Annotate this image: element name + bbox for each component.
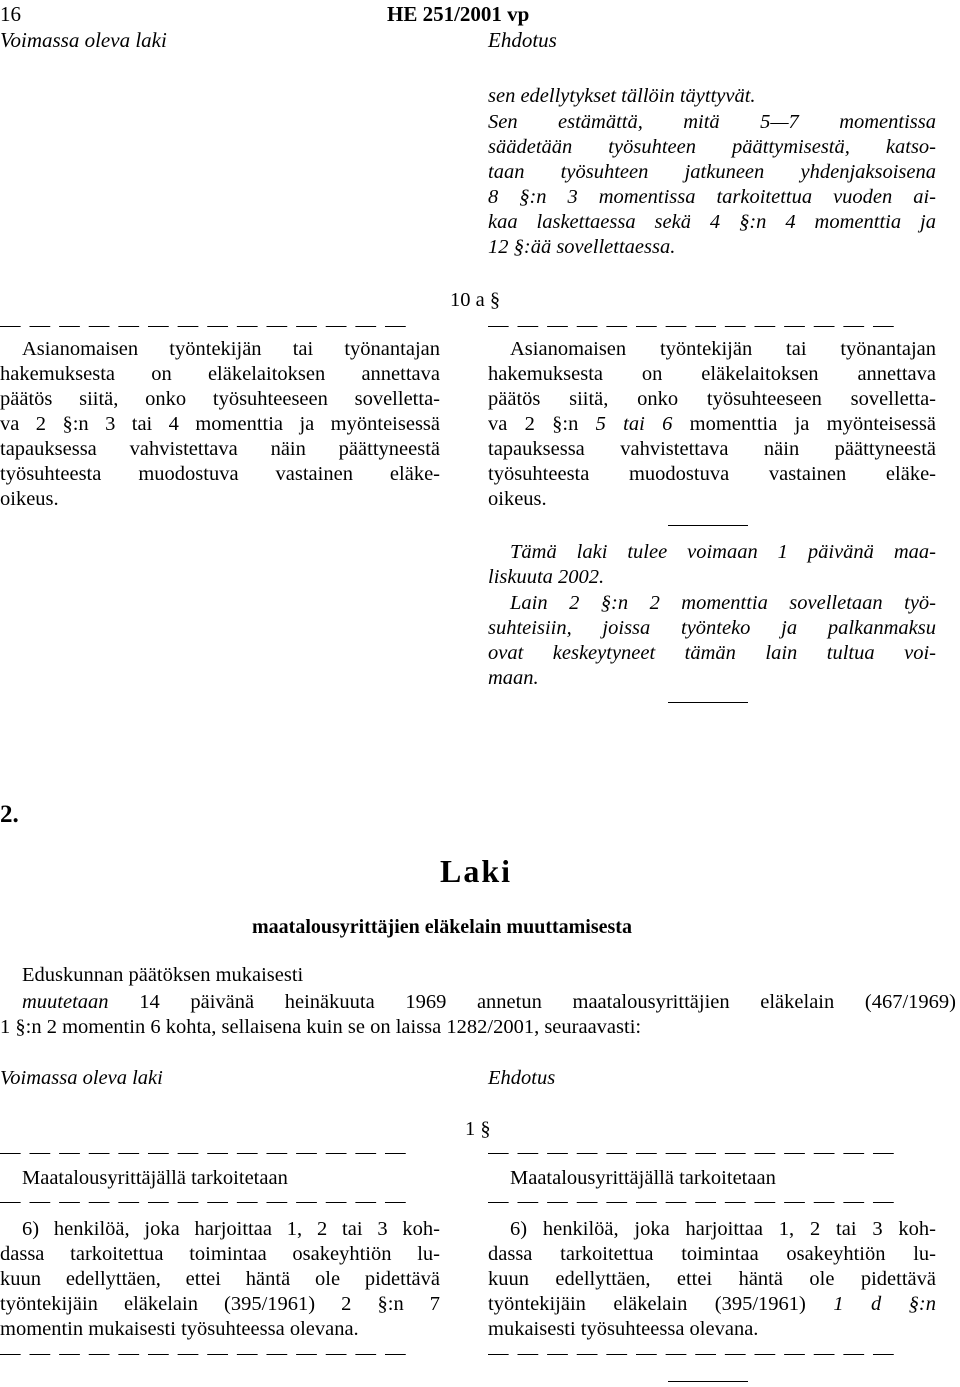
enacting-clause: Eduskunnan päätöksen mukaisesti: [22, 964, 304, 986]
omission-dashes-right: — — — — — — — — — — — — — —: [488, 314, 896, 336]
text-line: Asianomaisen työntekijän tai työnantajan: [22, 338, 440, 360]
law-title: Laki: [440, 853, 513, 889]
intro-right: Maatalousyrittäjällä tarkoitetaan: [510, 1167, 776, 1189]
text-line: Asianomaisen työntekijän tai työnantajan: [510, 338, 936, 360]
amendment-clause-line2: 1 §:n 2 momentin 6 kohta, sellaisena kuin se on laissa 1282/2001, seuraavasti:: [0, 1016, 642, 1038]
text-line: työntekijäin eläkelain (395/1961) 2 §:n 7: [0, 1293, 440, 1315]
text-line: mukaisesti työsuhteessa olevana.: [488, 1318, 759, 1340]
law-number: 2.: [0, 801, 19, 828]
text-line: päätös siitä, onko työsuhteeseen sovelletta-: [0, 388, 440, 410]
left-column-title-2: Voimassa oleva laki: [0, 1067, 163, 1089]
section-heading-1: 1 §: [465, 1118, 491, 1140]
omission-dashes-right: — — — — — — — — — — — — — —: [488, 1190, 896, 1212]
amended-reference: 5 tai 6: [595, 413, 673, 435]
amended-reference: 1 d §:n: [833, 1293, 937, 1315]
text-line: taan työsuhteen jatkuneen yhdenjaksoisena: [488, 161, 936, 183]
text-line: momentin mukaisesti työsuhteessa olevana.: [0, 1318, 359, 1340]
omission-dashes-right: — — — — — — — — — — — — — —: [488, 1141, 896, 1163]
page-number: 16: [0, 2, 21, 26]
document-id: HE 251/2001 vp: [387, 2, 530, 26]
text-line: Tämä laki tulee voimaan 1 päivänä maa-: [510, 541, 936, 563]
text-line: ovat keskeytyneet tämän lain tultua voi-: [488, 642, 936, 664]
text-line: Lain 2 §:n 2 momenttia sovelletaan työ-: [510, 592, 936, 614]
text-run: 14 päivänä heinäkuuta 1969 annetun maatalousyrittäjien eläkelain (467/1969): [108, 991, 956, 1013]
right-column-title-2: Ehdotus: [488, 1067, 556, 1089]
text-line: hakemuksesta on eläkelaitoksen annettava: [488, 363, 936, 385]
section-heading-10a: 10 a §: [450, 289, 501, 311]
omission-dashes-left: — — — — — — — — — — — — — —: [0, 1190, 408, 1212]
text-line: 6) henkilöä, joka harjoittaa 1, 2 tai 3 koh-: [510, 1218, 936, 1240]
omission-dashes-right: — — — — — — — — — — — — — —: [488, 1342, 896, 1364]
text-line: maan.: [488, 667, 539, 689]
text-line: Sen estämättä, mitä 5—7 momentissa: [488, 111, 936, 133]
text-line: hakemuksesta on eläkelaitoksen annettava: [0, 363, 440, 385]
text-line: säädetään työsuhteen päättymisestä, katso-: [488, 136, 936, 158]
intro-left: Maatalousyrittäjällä tarkoitetaan: [22, 1167, 288, 1189]
amend-verb: muutetaan: [22, 991, 109, 1013]
law-subtitle: maatalousyrittäjien eläkelain muuttamisesta: [252, 916, 632, 938]
text-line: [488, 1292, 936, 1317]
text-line: dassa tarkoitettua toimintaa osakeyhtiön lu-: [488, 1243, 936, 1265]
section-rule: [668, 525, 748, 526]
text-line: oikeus.: [0, 488, 59, 510]
text-line: va 2 §:n 3 tai 4 momenttia ja myönteisessä: [0, 413, 440, 435]
text-line: kuun edellyttäen, ettei häntä ole pidettävä: [488, 1268, 936, 1290]
text-line: dassa tarkoitettua toimintaa osakeyhtiön lu-: [0, 1243, 440, 1265]
text-run: va 2 §:n: [488, 413, 596, 435]
text-run: momenttia ja myönteisessä: [672, 413, 936, 435]
text-line: työsuhteesta muodostuva vastainen eläke-: [0, 463, 440, 485]
text-line: 12 §:ää sovellettaessa.: [488, 236, 676, 258]
left-column-title: Voimassa oleva laki: [0, 28, 167, 52]
text-line: tapauksessa vahvistettava näin päättyneestä: [488, 438, 936, 460]
text-line: [488, 412, 936, 437]
omission-dashes-left: — — — — — — — — — — — — — —: [0, 314, 408, 336]
text-line: liskuuta 2002.: [488, 566, 605, 588]
text-run: työntekijäin eläkelain (395/1961): [488, 1293, 834, 1315]
amendment-clause-line1: [22, 990, 956, 1015]
section-rule: [668, 702, 748, 703]
text-line: oikeus.: [488, 488, 547, 510]
section-rule: [668, 1381, 748, 1382]
omission-dashes-left: — — — — — — — — — — — — — —: [0, 1342, 408, 1364]
omission-dashes-left: — — — — — — — — — — — — — —: [0, 1141, 408, 1163]
text-line: työsuhteesta muodostuva vastainen eläke-: [488, 463, 936, 485]
text-line: tapauksessa vahvistettava näin päättyneestä: [0, 438, 440, 460]
text-line: 8 §:n 3 momentissa tarkoitettua vuoden ai-: [488, 186, 936, 208]
text-line: kaa laskettaessa sekä 4 §:n 4 momenttia ja: [488, 211, 936, 233]
text-line: kuun edellyttäen, ettei häntä ole pidettävä: [0, 1268, 440, 1290]
text-line: 6) henkilöä, joka harjoittaa 1, 2 tai 3 koh-: [22, 1218, 440, 1240]
text-line: suhteisiin, joissa työnteko ja palkanmaksu: [488, 617, 936, 639]
right-column-title: Ehdotus: [488, 28, 557, 52]
text-line: sen edellytykset tällöin täyttyvät.: [488, 85, 756, 107]
text-line: päätös siitä, onko työsuhteeseen sovelletta-: [488, 388, 936, 410]
